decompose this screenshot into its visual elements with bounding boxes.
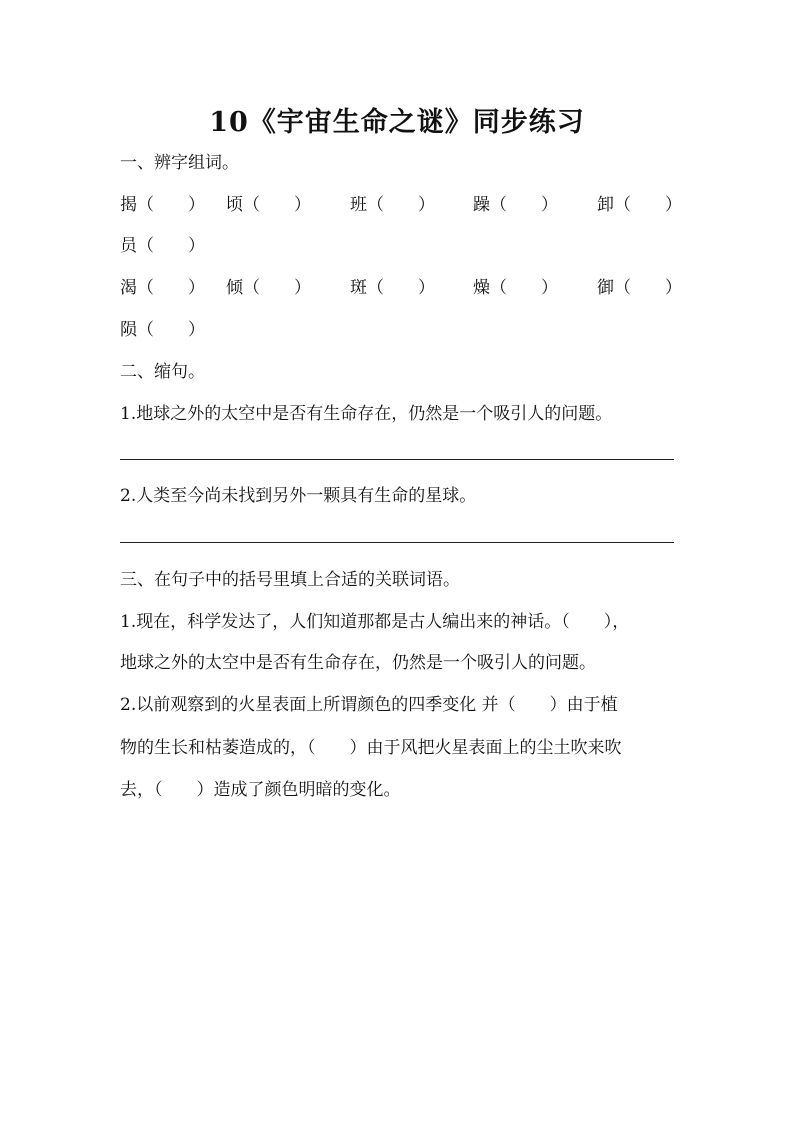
word-item: 燥（ ） <box>473 278 558 298</box>
page-title: 10《宇宙生命之谜》同步练习 <box>209 107 585 138</box>
word-item: 倾（ ） <box>226 278 311 298</box>
word-item: 员（ ） <box>120 236 205 256</box>
question-text: 地球之外的太空中是否有生命存在，仍然是一个吸引人的问题。 <box>120 653 596 673</box>
word-item: 卸（ ） <box>597 195 682 215</box>
word-item: 班（ ） <box>350 195 435 215</box>
section-2-heading: 二、缩句。 <box>120 362 205 382</box>
word-item: 躁（ ） <box>473 195 558 215</box>
answer-line[interactable] <box>120 542 674 543</box>
question-text: 1.地球之外的太空中是否有生命存在，仍然是一个吸引人的问题。 <box>120 404 613 424</box>
answer-line[interactable] <box>120 459 674 460</box>
question-text: 物的生长和枯萎造成的，（ ）由于风把火星表面上的尘土吹来吹 <box>120 738 622 758</box>
word-item: 斑（ ） <box>350 278 435 298</box>
question-text: 2.人类至今尚未找到另外一颗具有生命的星球。 <box>120 486 477 506</box>
word-item: 揭（ ） <box>120 195 205 215</box>
word-item: 御（ ） <box>597 278 682 298</box>
word-item: 渴（ ） <box>120 278 205 298</box>
question-text: 1.现在，科学发达了，人们知道那都是古人编出来的神话。（ ）， <box>120 612 630 632</box>
question-text: 去，（ ）造成了颜色明暗的变化。 <box>120 780 401 800</box>
section-1-heading: 一、辨字组词。 <box>120 153 239 173</box>
word-item: 顷（ ） <box>226 195 311 215</box>
word-item: 陨（ ） <box>120 320 205 340</box>
section-3-heading: 三、在句子中的括号里填上合适的关联词语。 <box>120 570 460 590</box>
question-text: 2.以前观察到的火星表面上所谓颜色的四季变化 并（ ）由于植 <box>120 695 618 715</box>
